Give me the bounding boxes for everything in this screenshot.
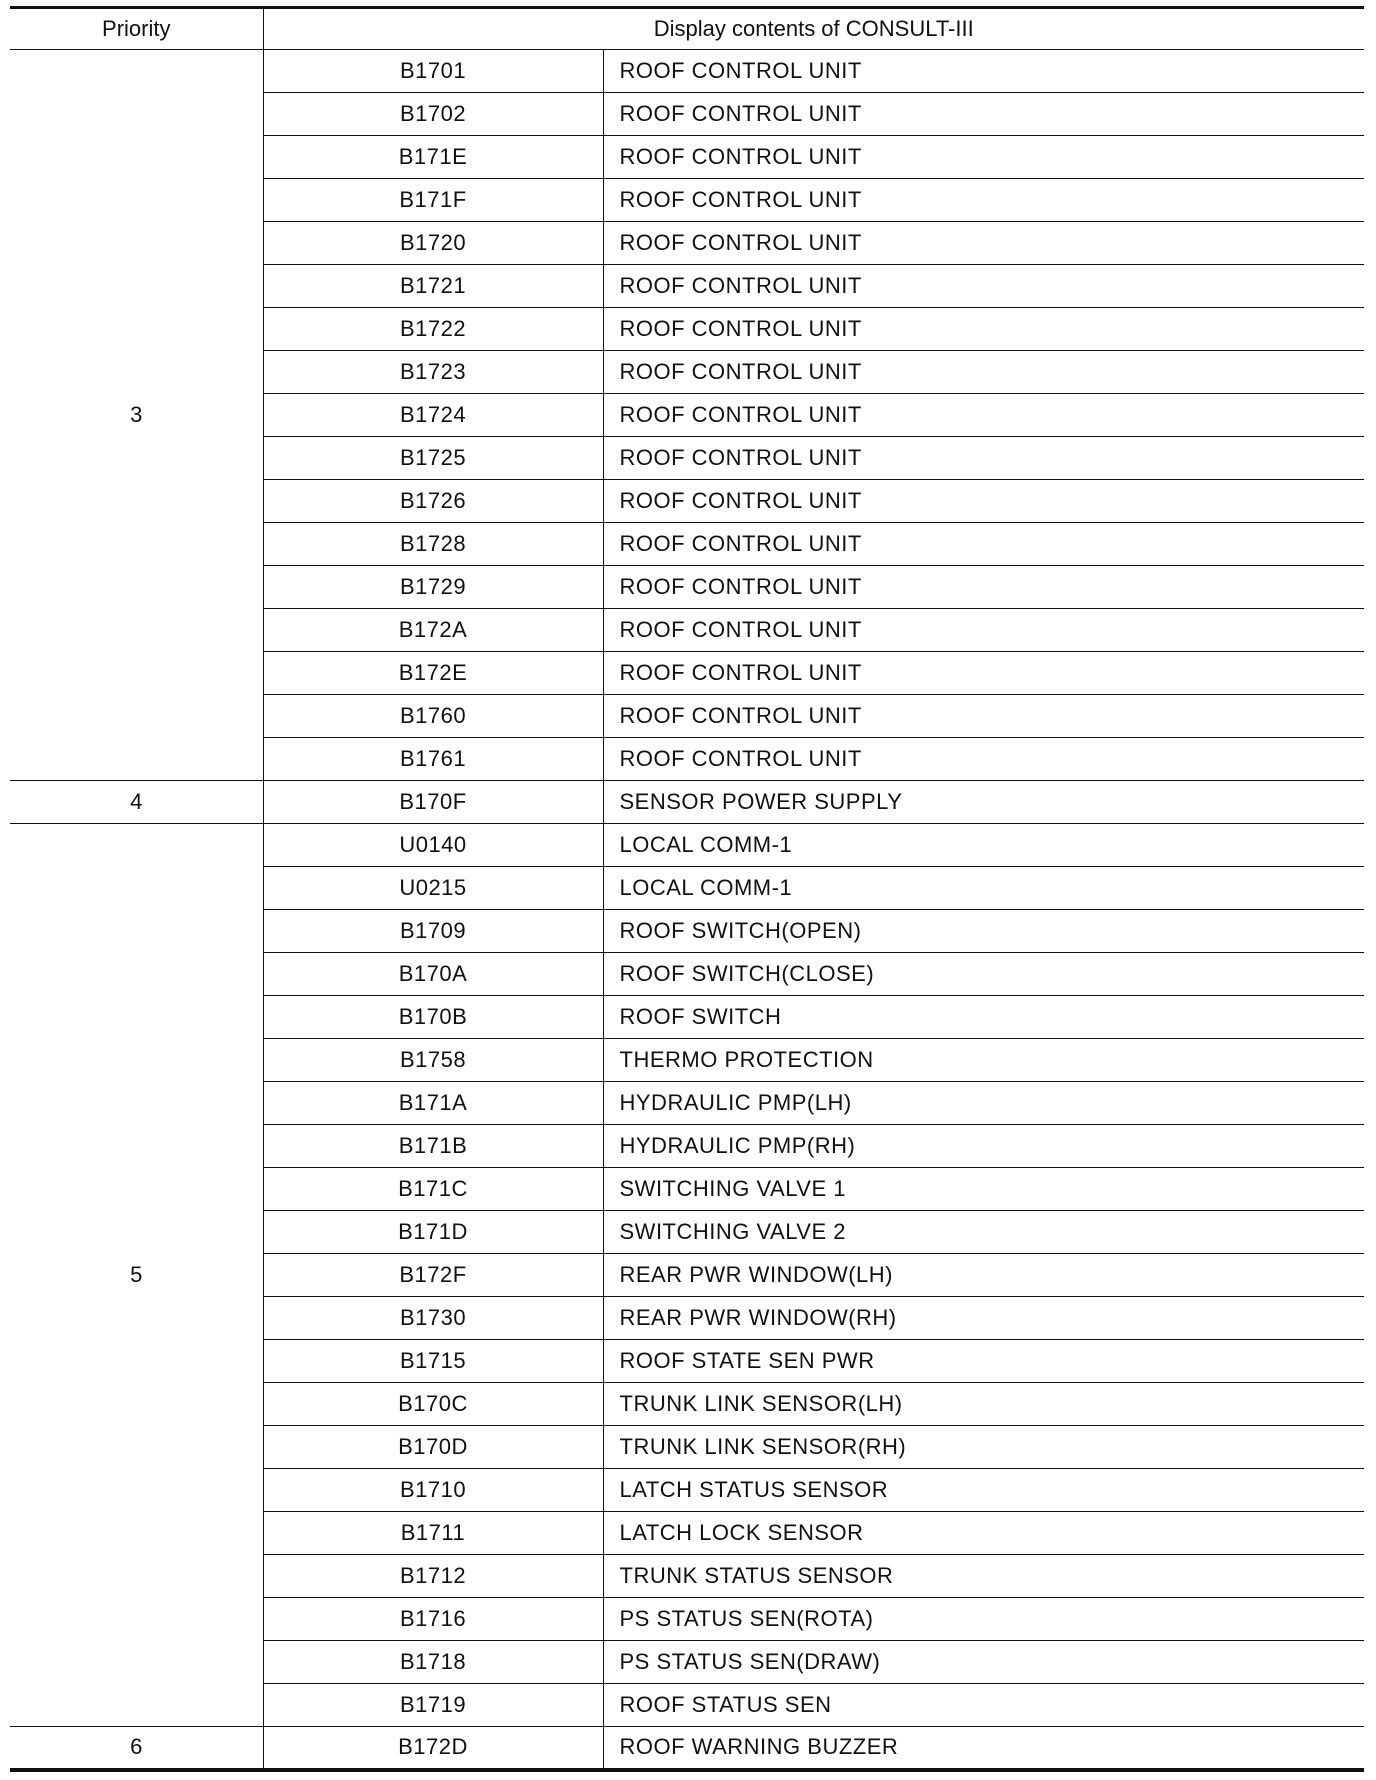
description-cell: ROOF CONTROL UNIT: [603, 480, 1364, 523]
display-contents-column-header: Display contents of CONSULT-III: [263, 8, 1364, 50]
dtc-code-cell: B1760: [263, 695, 603, 738]
description-cell: ROOF CONTROL UNIT: [603, 222, 1364, 265]
description-cell: ROOF CONTROL UNIT: [603, 93, 1364, 136]
description-cell: ROOF CONTROL UNIT: [603, 308, 1364, 351]
description-cell: ROOF CONTROL UNIT: [603, 738, 1364, 781]
description-cell: THERMO PROTECTION: [603, 1039, 1364, 1082]
description-cell: ROOF SWITCH(CLOSE): [603, 953, 1364, 996]
dtc-code-cell: B1726: [263, 480, 603, 523]
description-cell: TRUNK LINK SENSOR(RH): [603, 1426, 1364, 1469]
dtc-code-cell: B171A: [263, 1082, 603, 1125]
dtc-code-cell: B1711: [263, 1512, 603, 1555]
dtc-code-cell: B171E: [263, 136, 603, 179]
dtc-code-cell: B1702: [263, 93, 603, 136]
description-cell: SWITCHING VALVE 1: [603, 1168, 1364, 1211]
table-row: [10, 781, 1364, 824]
dtc-code-cell: B170A: [263, 953, 603, 996]
description-cell: ROOF STATE SEN PWR: [603, 1340, 1364, 1383]
dtc-code-cell: B1721: [263, 265, 603, 308]
dtc-code-cell: B1716: [263, 1598, 603, 1641]
priority-cell: 6: [10, 1727, 263, 1770]
description-cell: HYDRAULIC PMP(RH): [603, 1125, 1364, 1168]
dtc-code-cell: B1725: [263, 437, 603, 480]
description-cell: ROOF SWITCH(OPEN): [603, 910, 1364, 953]
description-cell: LOCAL COMM-1: [603, 824, 1364, 867]
description-cell: ROOF SWITCH: [603, 996, 1364, 1039]
description-cell: ROOF CONTROL UNIT: [603, 179, 1364, 222]
description-cell: ROOF CONTROL UNIT: [603, 523, 1364, 566]
dtc-code-cell: B1724: [263, 394, 603, 437]
dtc-code-cell: B171C: [263, 1168, 603, 1211]
dtc-code-cell: B1715: [263, 1340, 603, 1383]
dtc-priority-table: [10, 6, 1364, 1772]
description-cell: LATCH STATUS SENSOR: [603, 1469, 1364, 1512]
table-body: [10, 50, 1364, 1770]
dtc-code-cell: B172F: [263, 1254, 603, 1297]
dtc-code-cell: U0140: [263, 824, 603, 867]
dtc-code-cell: B1719: [263, 1684, 603, 1727]
description-cell: TRUNK LINK SENSOR(LH): [603, 1383, 1364, 1426]
dtc-code-cell: B170C: [263, 1383, 603, 1426]
table-header: [10, 8, 1364, 50]
dtc-code-cell: B1722: [263, 308, 603, 351]
dtc-code-cell: B170B: [263, 996, 603, 1039]
dtc-code-cell: B1758: [263, 1039, 603, 1082]
priority-cell: 5: [10, 824, 263, 1727]
description-cell: ROOF CONTROL UNIT: [603, 695, 1364, 738]
dtc-code-cell: B1730: [263, 1297, 603, 1340]
dtc-code-cell: B1712: [263, 1555, 603, 1598]
description-cell: REAR PWR WINDOW(LH): [603, 1254, 1364, 1297]
dtc-code-cell: B171F: [263, 179, 603, 222]
dtc-code-cell: B1728: [263, 523, 603, 566]
description-cell: ROOF CONTROL UNIT: [603, 652, 1364, 695]
description-cell: LOCAL COMM-1: [603, 867, 1364, 910]
dtc-code-cell: B171D: [263, 1211, 603, 1254]
dtc-code-cell: B1720: [263, 222, 603, 265]
table-row: [10, 1727, 1364, 1770]
dtc-code-cell: B1723: [263, 351, 603, 394]
dtc-code-cell: B172A: [263, 609, 603, 652]
description-cell: REAR PWR WINDOW(RH): [603, 1297, 1364, 1340]
dtc-code-cell: B1701: [263, 50, 603, 93]
description-cell: SENSOR POWER SUPPLY: [603, 781, 1364, 824]
description-cell: HYDRAULIC PMP(LH): [603, 1082, 1364, 1125]
dtc-code-cell: B1710: [263, 1469, 603, 1512]
document-page: [10, 6, 1364, 1772]
description-cell: ROOF CONTROL UNIT: [603, 50, 1364, 93]
description-cell: SWITCHING VALVE 2: [603, 1211, 1364, 1254]
description-cell: ROOF CONTROL UNIT: [603, 265, 1364, 308]
description-cell: ROOF CONTROL UNIT: [603, 566, 1364, 609]
description-cell: ROOF CONTROL UNIT: [603, 609, 1364, 652]
description-cell: LATCH LOCK SENSOR: [603, 1512, 1364, 1555]
dtc-code-cell: U0215: [263, 867, 603, 910]
description-cell: TRUNK STATUS SENSOR: [603, 1555, 1364, 1598]
dtc-code-cell: B170F: [263, 781, 603, 824]
dtc-code-cell: B172D: [263, 1727, 603, 1770]
table-row: [10, 50, 1364, 93]
description-cell: ROOF CONTROL UNIT: [603, 437, 1364, 480]
description-cell: ROOF CONTROL UNIT: [603, 394, 1364, 437]
dtc-code-cell: B172E: [263, 652, 603, 695]
description-cell: ROOF CONTROL UNIT: [603, 351, 1364, 394]
priority-column-header: Priority: [10, 8, 263, 50]
dtc-code-cell: B1729: [263, 566, 603, 609]
description-cell: ROOF WARNING BUZZER: [603, 1727, 1364, 1770]
header-row: [10, 8, 1364, 50]
dtc-code-cell: B170D: [263, 1426, 603, 1469]
dtc-code-cell: B171B: [263, 1125, 603, 1168]
dtc-code-cell: B1718: [263, 1641, 603, 1684]
description-cell: ROOF STATUS SEN: [603, 1684, 1364, 1727]
priority-cell: 4: [10, 781, 263, 824]
dtc-code-cell: B1709: [263, 910, 603, 953]
description-cell: PS STATUS SEN(DRAW): [603, 1641, 1364, 1684]
description-cell: ROOF CONTROL UNIT: [603, 136, 1364, 179]
dtc-code-cell: B1761: [263, 738, 603, 781]
priority-cell: 3: [10, 50, 263, 781]
table-row: [10, 824, 1364, 867]
description-cell: PS STATUS SEN(ROTA): [603, 1598, 1364, 1641]
